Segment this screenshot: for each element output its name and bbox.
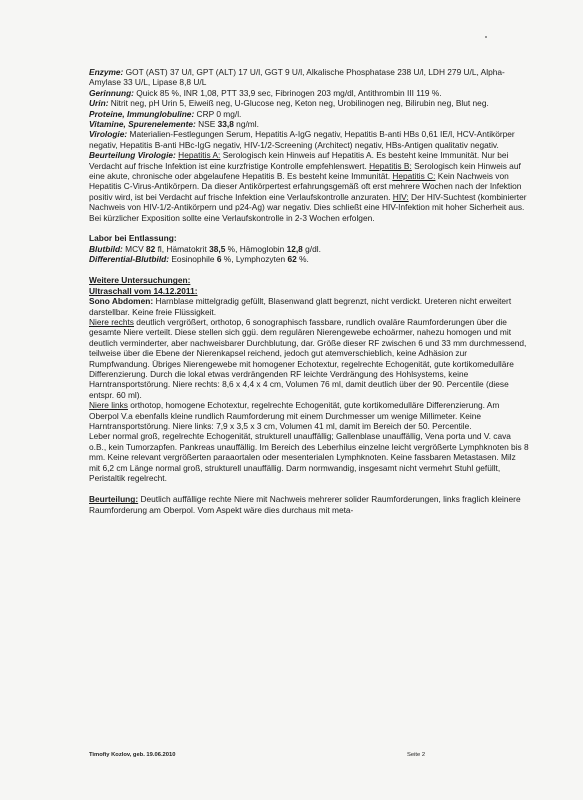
report-body (89, 67, 529, 515)
lab-enzyme: Enzyme: GOT (AST) 37 U/l, GPT (ALT) 17 U/l, GGT 9 U/l, Alkalische Phosphatase 238 U/l, LDH 279 U/L, Alpha-Amylase 33 U/L, Lipase 8,8 U/L (89, 67, 505, 88)
lab-urin: Urin: Nitrit neg, pH Urin 5, Eiweiß neg, U-Glucose neg, Keton neg, Urobilinogen neg, Bilirubin neg, Blut neg. (89, 98, 489, 109)
weitere-untersuchungen-heading: Weitere Untersuchungen: (89, 275, 191, 286)
beurteilung-paragraph: Beurteilung: Deutlich auffällige rechte Niere mit Nachweis mehrerer solider Raumforderungen, links fraglich kleinere Raumforderung am Oberpol. Vom Aspekt wäre dies durchaus mit meta- (89, 494, 521, 515)
beurteilung-virologie: Beurteilung Virologie: Hepatitis A: Serologisch kein Hinweis auf Hepatitis A. Es besteht keine Immunität. Nur bei Verdacht auf frische Infektion ist eine kurzfristige Kontrolle empfehlenswert. Hepatitis B: Serologisch kein Hinweis auf eine akute, chronische oder abgelaufene Hepatitis B. Es besteht keine Immunität. Hepatitis C: Kein Nachweis von Hepatitis C-Virus-Antikörpern. Da dieser Antikörpertest erfahrungsgemäß oft erst mehrere Wochen nach der Infektion positiv wird, ist bei Verdacht auf frische Infektion eine Verlaufskontrolle anzuraten. HIV: Der HIV-Suchtest (kombinierter Nachweis von HIV-1/2-Antikörpern und p24-Ag) war negativ. Dies schließt eine HIV-Infektion mit hoher Sicherheit aus. Bei kürzlicher Exposition sollte eine Verlaufskontrolle in 2-3 Wochen erfolgen. (89, 150, 527, 223)
lab-virologie: Virologie: Materialien-Festlegungen Serum, Hepatitis A-IgG negativ, Hepatitis B-anti HBs 0,61 IE/l, HCV-Antikörper negativ, Hepatitis B-anti HBc-IgG negativ, HIV-1/2-Screening (Architect) negativ, HBs-Antigen qualitativ negativ. (89, 129, 515, 150)
lab-differential-blutbild: Differential-Blutbild: Eosinophile 6 %, Lymphozyten 62 %. (89, 253, 309, 264)
scan-speck (485, 36, 487, 38)
lab-blutbild: Blutbild: MCV 82 fl, Hämatokrit 38,5 %, Hämoglobin 12,8 g/dl. (89, 243, 321, 254)
footer-patient: Timofiy Kozlov, geb. 19.06.2010 (89, 752, 176, 758)
labor-entlassung-heading: Labor bei Entlassung: (89, 233, 177, 244)
niere-links-paragraph: Niere links orthotop, homogene Echotextur, regelrechte Echogenität, gute kortikomedulläre Differenzierung. Am Oberpol V.a ebenfalls kleine rundlich Raumforderung mit einem Durchmesser um wenige Millimeter. Keine Harntransportstörung. Niere links: 7,9 x 3,5 x 3 cm, Volumen 41 ml, damit im Bereich der 50. Percentile. (89, 400, 500, 431)
ultraschall-heading: Ultraschall vom 14.12.2011: (89, 285, 198, 296)
lab-vitamine: Vitamine, Spurenelemente: NSE 33,8 ng/ml. (89, 119, 259, 130)
sono-abdomen: Sono Abdomen: Harnblase mittelgradig gefüllt, Blasenwand glatt begrenzt, nicht verdickt. Ureteren nicht erweitert darstellbar. Keine freie Flüssigkeit. (89, 296, 512, 317)
niere-rechts-paragraph: Niere rechts deutlich vergrößert, orthotop, 6 sonographisch fassbare, rundlich ovaläre Raumforderungen über die gesamte Niere verteilt. Diese stellen sich ggü. dem regulären Nierengewebe echoärmer, nahezu homogen und mit deutlich verminderter, aber nachweisbarer Durchblutung, dar. Größe dieser RF zwischen 6 und 33 mm durchmessend, teilweise über die Ebene der Nierenkapsel reichend, jedoch gut atemverschieblich, keine Adhäsion zur Rumpfwandung. Übriges Nierengewebe mit homogener Echotextur, regelrechte Echogenität, gute kortikomedulläre Differenzierung. Durch die lokal etwas verdrängenden RF leichte Verdrängung des Hohlsystems, keine Harntransportstörung. Niere rechts: 8,6 x 4,4 x 4 cm, Volumen 76 ml, damit deutlich über der 90. Percentile (diese entspr. 60 ml). (89, 316, 527, 400)
lab-proteine: Proteine, Immunglobuline: CRP 0 mg/l. (89, 108, 242, 119)
footer-page-number: Seite 2 (407, 752, 426, 758)
lab-gerinnung: Gerinnung: Quick 85 %, INR 1,08, PTT 33,9 sec, Fibrinogen 203 mg/dl, Antithrombin III 119 %. (89, 87, 442, 98)
leber-paragraph: Leber normal groß, regelrechte Echogenität, strukturell unauffällig; Gallenblase unauffällig, Vena porta und V. cava o.B., kein Tumorzapfen. Pankreas unauffällig. Im Bereich des Leberhilus einzelne leicht vergrößerte Lymphknoten bis 8 mm. Keine relevant vergrößerten paraaortalen oder mesenterialen Lymphknoten. Keine fassbaren Metastasen. Milz mit 6,2 cm Länge normal groß, strukturell unauffällig. Darm normwandig, insgesamt nicht vermehrt Stuhl gefüllt, Peristaltik regelrecht. (89, 431, 529, 484)
page-footer (89, 752, 529, 758)
